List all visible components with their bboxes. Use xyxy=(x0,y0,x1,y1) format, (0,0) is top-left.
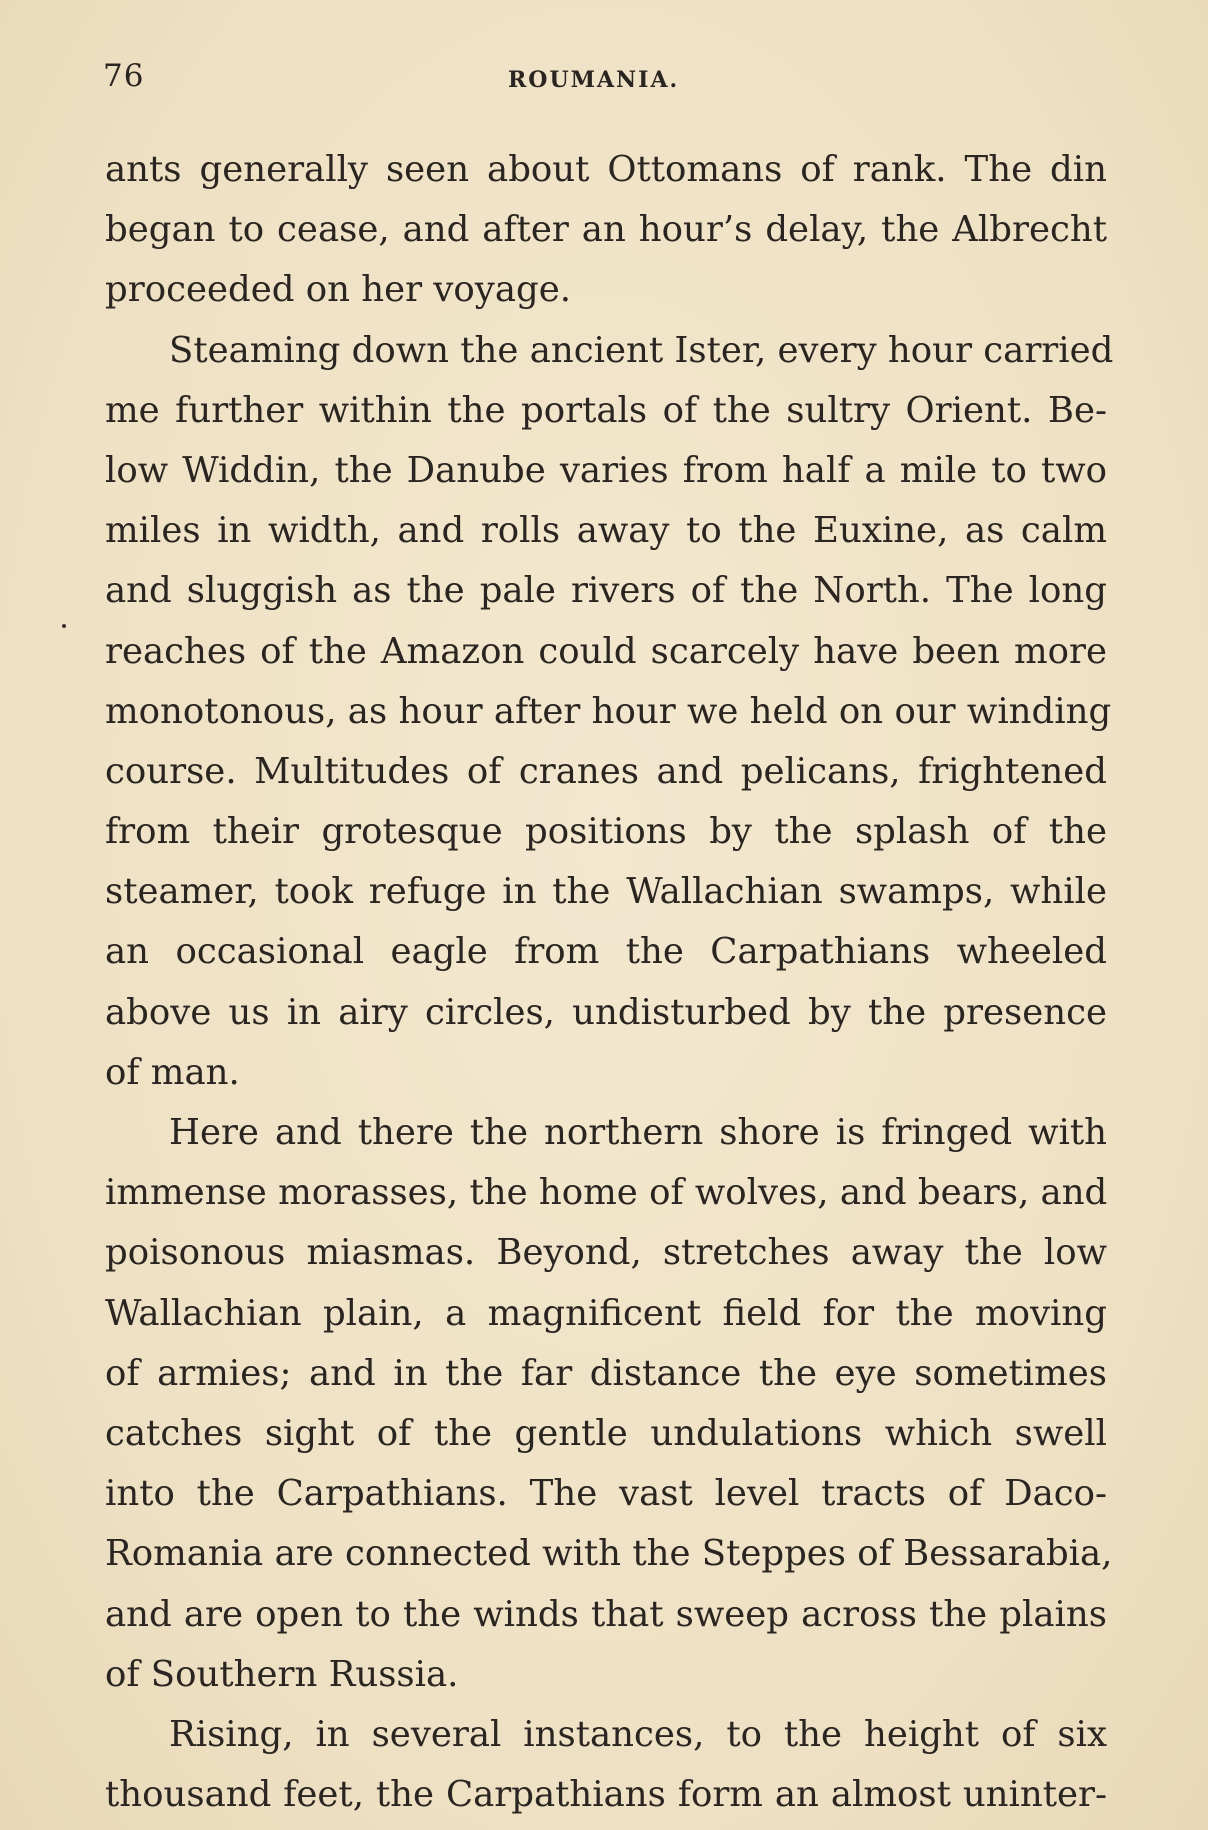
text-line: me further within the portals of the sultry Orient. Be- xyxy=(105,389,1107,431)
text-line: Here and there the northern shore is fringed with xyxy=(169,1112,1107,1153)
text-line: and are open to the winds that sweep across the plains xyxy=(105,1593,1107,1635)
text-line: Rising, in several instances, to the height of six xyxy=(169,1713,1107,1755)
page-number: 76 xyxy=(103,58,145,94)
text-line: Steaming down the ancient Ister, every hour carried xyxy=(169,329,1114,371)
text-line: above us in airy circles, undisturbed by the presence xyxy=(105,991,1107,1033)
text-line: course. Multitudes of cranes and pelicans, frightened xyxy=(105,750,1107,792)
text-line: thousand feet, the Carpathians form an almost uninter- xyxy=(105,1774,1107,1816)
text-line: monotonous, as hour after hour we held on our winding xyxy=(105,690,1112,732)
text-line: catches sight of the gentle undulations which swell xyxy=(105,1412,1107,1454)
text-line: Wallachian plain, a magnificent field for the moving xyxy=(105,1292,1107,1334)
text-line: proceeded on her voyage. xyxy=(105,269,572,311)
text-line: began to cease, and after an hour’s delay, the Albrecht xyxy=(105,209,1107,251)
text-line: of Southern Russia. xyxy=(105,1653,459,1695)
text-line: low Widdin, the Danube varies from half a mile to two xyxy=(105,449,1107,491)
text-line: miles in width, and rolls away to the Euxine, as calm xyxy=(105,510,1107,552)
text-line: an occasional eagle from the Carpathians wheeled xyxy=(105,931,1107,973)
text-line: immense morasses, the home of wolves, and bears, and xyxy=(105,1172,1108,1214)
text-line: of armies; and in the far distance the eye sometimes xyxy=(105,1352,1107,1394)
text-line: of man. xyxy=(105,1051,240,1093)
text-line: ants generally seen about Ottomans of rank. The din xyxy=(105,149,1107,190)
running-title: ROUMANIA. xyxy=(508,67,680,93)
text-line: from their grotesque positions by the splash of the xyxy=(105,811,1107,853)
text-line: and sluggish as the pale rivers of the North. The long xyxy=(105,570,1107,612)
text-line: steamer, took refuge in the Wallachian swamps, while xyxy=(105,871,1107,913)
running-head xyxy=(103,58,1109,104)
text-line: poisonous miasmas. Beyond, stretches away the low xyxy=(105,1232,1107,1274)
text-line: into the Carpathians. The vast level tracts of Daco- xyxy=(105,1473,1107,1515)
text-line: Romania are connected with the Steppes of Bessarabia, xyxy=(105,1533,1113,1575)
text-line: reaches of the Amazon could scarcely have been more xyxy=(105,630,1107,672)
body-text xyxy=(105,140,1114,1825)
ink-fleck xyxy=(62,624,66,628)
